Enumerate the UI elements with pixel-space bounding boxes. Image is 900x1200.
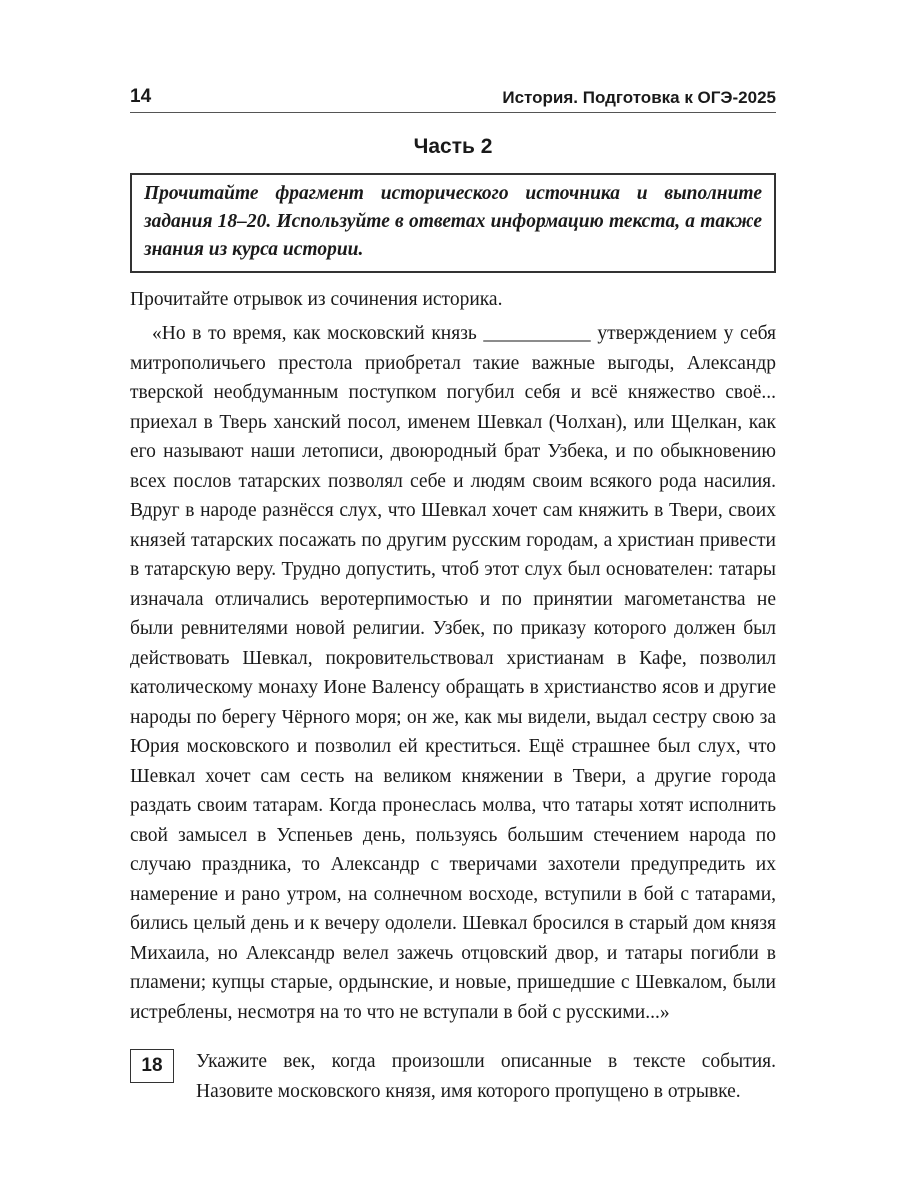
- book-title: История. Подготовка к ОГЭ-2025: [502, 88, 776, 107]
- instruction-box: Прочитайте фрагмент исторического источника и выполните задания 18–20. Используйте в ответах информацию текста, а также знания из курса истории.: [130, 173, 776, 273]
- page: [130, 80, 776, 1106]
- task-number-box: 18: [130, 1049, 174, 1083]
- section-title: Часть 2: [413, 135, 493, 158]
- intro-text: Прочитайте отрывок из сочинения историка.: [130, 289, 503, 310]
- task-18: [130, 1047, 776, 1106]
- source-excerpt: «Но в то время, как московский князь ___________ утверждением у себя митрополичьего престола приобретал такие важные выгоды, Александр тверской необдуманным поступком погубил себя и всё княжество своё... приехал в Тверь ханский посол, именем Шевкал (Чолхан), или Щелкан, как его называют наши летописи, двоюродный брат Узбека, и по обыкновению всех послов татарских позволял себе и людям своим всякого рода насилия. Вдруг в народе разнёсся слух, что Шевкал хочет сам княжить в Твери, своих князей татарских посажать по другим русским городам, а христиан привести в татарскую веру. Трудно допустить, чтоб этот слух был основателен: татары изначала отличались веротерпимостью и по принятии магометанства не были ревнителями новой религии. Узбек, по приказу которого должен был действовать Шевкал, покровительствовал христианам в Кафе, позволил католическому монаху Ионе Валенсу обращать в христианство ясов и другие народы по берегу Чёрного моря; он же, как мы видели, выдал сестру свою за Юрия московского и позволил ей креститься. Ещё страшнее был слух, что Шевкал хочет сам сесть на великом княжении в Твери, а другие города раздать своим татарам. Когда пронеслась молва, что татары хотят исполнить свой замысел в Успеньев день, пользуясь большим стечением народа по случаю праздника, то Александр с тверичами захотели предупредить их намерение и рано утром, на солнечном восходе, вступили в бой с татарами, бились целый день и к вечеру одолели. Шевкал бросился в старый дом князя Михаила, но Александр велел зажечь отцовский двор, и татары погибли в пламени; купцы старые, ордынские, и новые, пришедшие с Шевкалом, были истреблены, несмотря на то что не вступали в бой с русскими...»: [130, 323, 776, 1023]
- page-number: 14: [130, 86, 152, 107]
- running-header: [130, 80, 776, 113]
- task-text: Укажите век, когда произошли описанные в тексте события. Назовите московского князя, имя которого пропущено в отрывке.: [196, 1051, 776, 1102]
